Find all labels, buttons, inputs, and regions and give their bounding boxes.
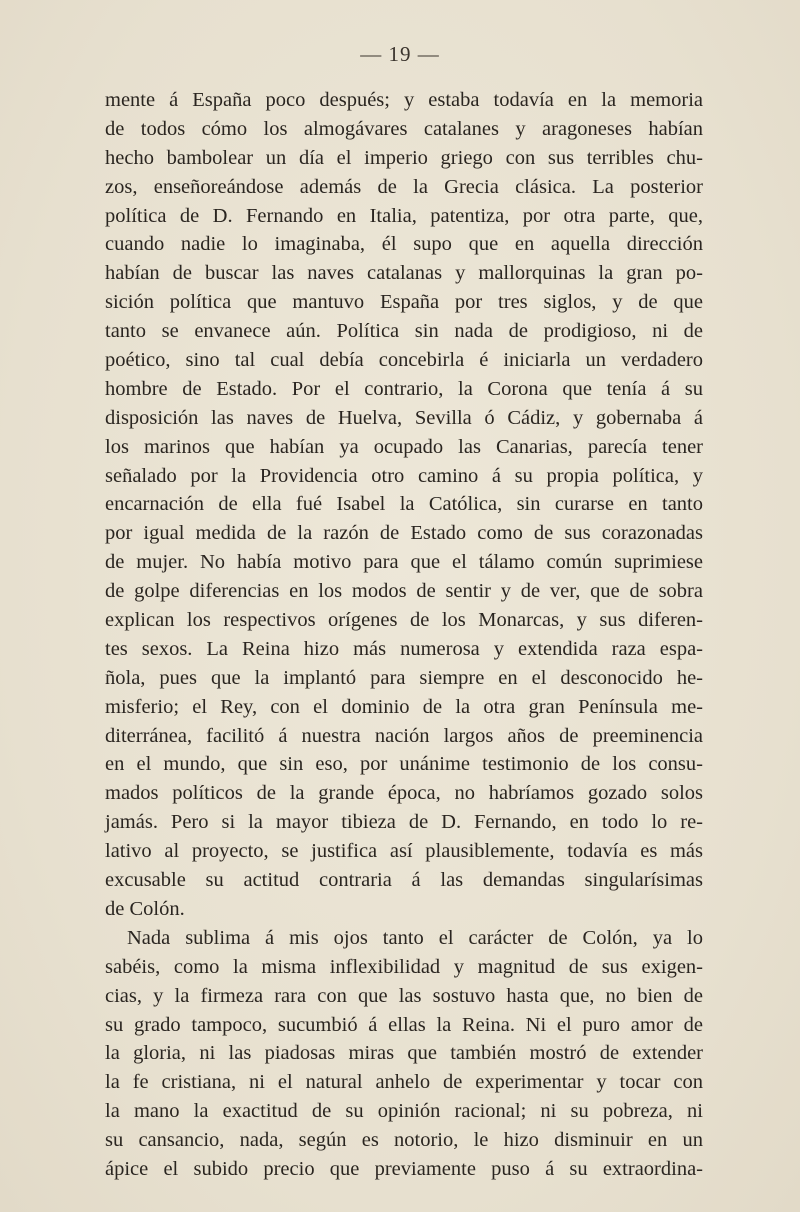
text-line: de todos cómo los almogávares catalanes y aragoneses habían: [105, 117, 703, 140]
text-line: jamás. Pero si la mayor tibieza de D. Fernando, en todo lo re-: [105, 811, 703, 834]
text-line: la fe cristiana, ni el natural anhelo de experimentar y tocar con: [105, 1071, 703, 1094]
text-line: mente á España poco después; y estaba todavía en la memoria: [105, 89, 703, 111]
text-line: encarnación de ella fué Isabel la Católica, sin curarse en tanto: [105, 493, 703, 516]
text-line: ñola, pues que la implantó para siempre en el desconocido he-: [105, 666, 703, 689]
text-line: tanto se envanece aún. Política sin nada de prodigioso, ni de: [105, 320, 703, 343]
text-line: habían de buscar las naves catalanas y mallorquinas la gran po-: [105, 262, 703, 285]
body-text: [105, 86, 703, 1184]
text-line: los marinos que habían ya ocupado las Canarias, parecía tener: [105, 435, 703, 458]
text-line: hombre de Estado. Por el contrario, la Corona que tenía á su: [105, 377, 703, 400]
paragraph-start-line: Nada sublima á mis ojos tanto el carácter de Colón, ya lo: [127, 926, 703, 949]
text-line: ápice el subido precio que previamente puso á su extraordina-: [105, 1157, 703, 1180]
text-line: cias, y la firmeza rara con que las sostuvo hasta que, no bien de: [105, 984, 703, 1007]
text-line: de mujer. No había motivo para que el tálamo común suprimiese: [105, 551, 703, 574]
text-line: su cansancio, nada, según es notorio, le hizo disminuir en un: [105, 1129, 703, 1152]
text-line: mados políticos de la grande época, no habríamos gozado solos: [105, 782, 703, 805]
text-line: su grado tampoco, sucumbió á ellas la Reina. Ni el puro amor de: [105, 1013, 703, 1036]
text-line: sabéis, como la misma inflexibilidad y magnitud de sus exigen-: [105, 955, 703, 978]
text-line: disposición las naves de Huelva, Sevilla ó Cádiz, y gobernaba á: [105, 406, 703, 429]
text-line: explican los respectivos orígenes de los Monarcas, y sus diferen-: [105, 609, 703, 632]
text-line: tes sexos. La Reina hizo más numerosa y extendida raza espa-: [105, 637, 703, 660]
text-line: poético, sino tal cual debía concebirla é iniciarla un verdadero: [105, 349, 703, 372]
text-line: excusable su actitud contraria á las demandas singularísimas: [105, 869, 703, 892]
text-line: por igual medida de la razón de Estado como de sus corazonadas: [105, 522, 703, 545]
text-line: en el mundo, que sin eso, por unánime testimonio de los consu-: [105, 753, 703, 776]
text-line: de golpe diferencias en los modos de sentir y de ver, que de sobra: [105, 580, 703, 603]
text-line: señalado por la Providencia otro camino á su propia política, y: [105, 464, 703, 487]
text-line: diterránea, facilitó á nuestra nación largos años de preeminencia: [105, 724, 703, 747]
text-line: la gloria, ni las piadosas miras que también mostró de extender: [105, 1042, 703, 1065]
text-line: la mano la exactitud de su opinión racional; ni su pobreza, ni: [105, 1100, 703, 1123]
text-line: lativo al proyecto, se justifica así plausiblemente, todavía es más: [105, 840, 703, 863]
text-line: sición política que mantuvo España por tres siglos, y de que: [105, 291, 703, 314]
text-line: hecho bambolear un día el imperio griego con sus terribles chu-: [105, 146, 703, 169]
text-line: misferio; el Rey, con el dominio de la otra gran Península me-: [105, 695, 703, 718]
text-line: política de D. Fernando en Italia, patentiza, por otra parte, que,: [105, 204, 703, 227]
text-line: zos, enseñoreándose además de la Grecia clásica. La posterior: [105, 175, 703, 198]
paragraph-end-line: de Colón.: [105, 897, 185, 920]
text-line: cuando nadie lo imaginaba, él supo que en aquella dirección: [105, 233, 703, 256]
page-number: — 19 —: [360, 42, 440, 66]
